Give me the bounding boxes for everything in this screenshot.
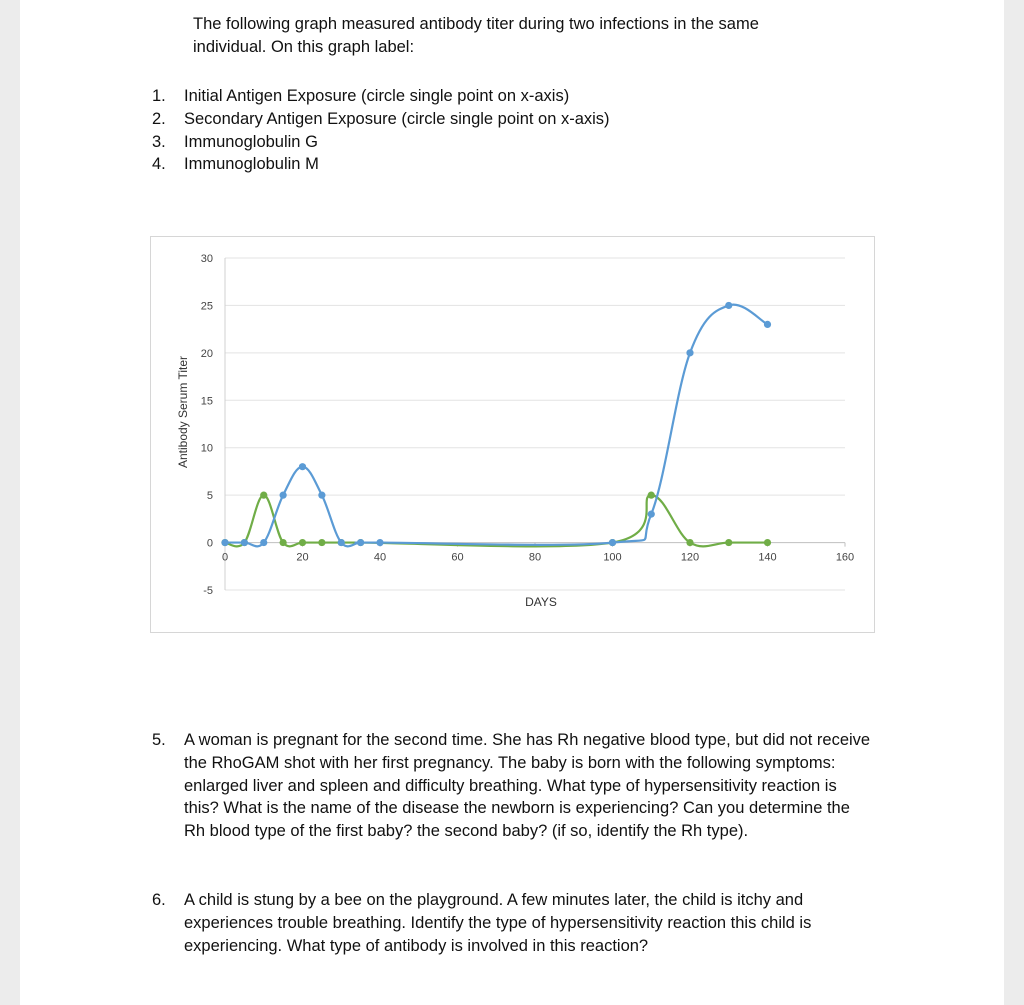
y-tick-label: -5	[203, 585, 213, 597]
question-number: 6.	[152, 891, 166, 909]
question-text: A child is stung by a bee on the playground. A few minutes later, the child is itchy and experiences trouble breathing. Identify the type of hypersensitivity reaction this child is experiencing. What type of antibody is involved in this reaction?	[184, 891, 812, 955]
data-point	[609, 539, 616, 546]
list-item-text: Immunoglobulin M	[184, 155, 319, 174]
label-instructions-list	[152, 85, 912, 176]
data-point	[648, 511, 655, 518]
list-item	[152, 729, 872, 843]
list-item-text: Secondary Antigen Exposure (circle single point on x-axis)	[184, 109, 610, 128]
data-point	[318, 492, 325, 499]
data-point	[260, 492, 267, 499]
question-6	[152, 889, 882, 957]
data-point	[764, 539, 771, 546]
list-item-text: Initial Antigen Exposure (circle single point on x-axis)	[184, 87, 570, 105]
question-number: 5.	[152, 731, 166, 749]
y-tick-label: 30	[200, 253, 213, 265]
intro-text: The following graph measured antibody titer during two infections in the same individual. On this graph label:	[193, 15, 759, 56]
data-point	[260, 539, 267, 546]
series-line	[225, 305, 768, 547]
data-point	[357, 539, 364, 546]
y-axis-title: Antibody Serum Titer	[176, 355, 190, 469]
list-item	[152, 889, 882, 957]
list-item	[152, 131, 912, 154]
data-point	[280, 539, 287, 546]
data-point	[280, 492, 287, 499]
data-point	[648, 492, 655, 499]
question-text: A woman is pregnant for the second time. She has Rh negative blood type, but did not receive the RhoGAM shot with her first pregnancy. The baby is born with the following symptoms: enlarged liver and spleen and difficulty breathing. What type of hypersensitivity reaction is this? What is the name of the disease the newborn is experiencing? Can you determine the Rh blood type of the first baby? the second baby? (if so, identify the Rh type).	[184, 731, 871, 841]
series-line	[225, 495, 768, 546]
chart-canvas	[151, 237, 874, 632]
list-item-number: 2.	[152, 109, 166, 128]
data-point	[725, 539, 732, 546]
list-item-number: 1.	[152, 87, 166, 105]
data-point	[376, 539, 383, 546]
x-tick-label: 140	[758, 551, 777, 564]
y-tick-label: 10	[200, 442, 213, 455]
data-point	[299, 539, 306, 546]
data-point	[764, 321, 771, 328]
data-point	[686, 349, 693, 356]
x-axis-title: DAYS	[525, 595, 557, 609]
x-tick-label: 80	[528, 551, 542, 564]
data-point	[221, 539, 228, 546]
list-item-number: 3.	[152, 132, 166, 151]
y-tick-label: 20	[200, 347, 213, 360]
x-tick-label: 60	[451, 551, 464, 564]
y-tick-label: 25	[200, 300, 213, 313]
x-tick-label: 120	[680, 551, 700, 564]
data-point	[241, 539, 248, 546]
list-item-text: Immunoglobulin G	[184, 132, 318, 151]
x-tick-label: 0	[221, 551, 229, 564]
y-tick-label: 5	[206, 490, 213, 503]
list-item	[152, 108, 912, 131]
data-point	[725, 302, 732, 309]
antibody-titer-chart	[150, 236, 875, 633]
list-item-number: 4.	[152, 155, 166, 174]
list-item	[152, 153, 912, 176]
y-tick-label: 0	[206, 537, 213, 550]
x-tick-label: 160	[835, 551, 855, 564]
y-tick-label: 15	[200, 395, 213, 408]
list-item	[152, 85, 912, 108]
data-point	[318, 539, 325, 546]
data-point	[686, 539, 693, 546]
x-tick-label: 20	[296, 551, 309, 564]
data-point	[338, 539, 345, 546]
x-tick-label: 100	[603, 551, 622, 564]
question-5	[152, 729, 872, 843]
x-tick-label: 40	[373, 551, 387, 564]
data-point	[299, 463, 306, 470]
